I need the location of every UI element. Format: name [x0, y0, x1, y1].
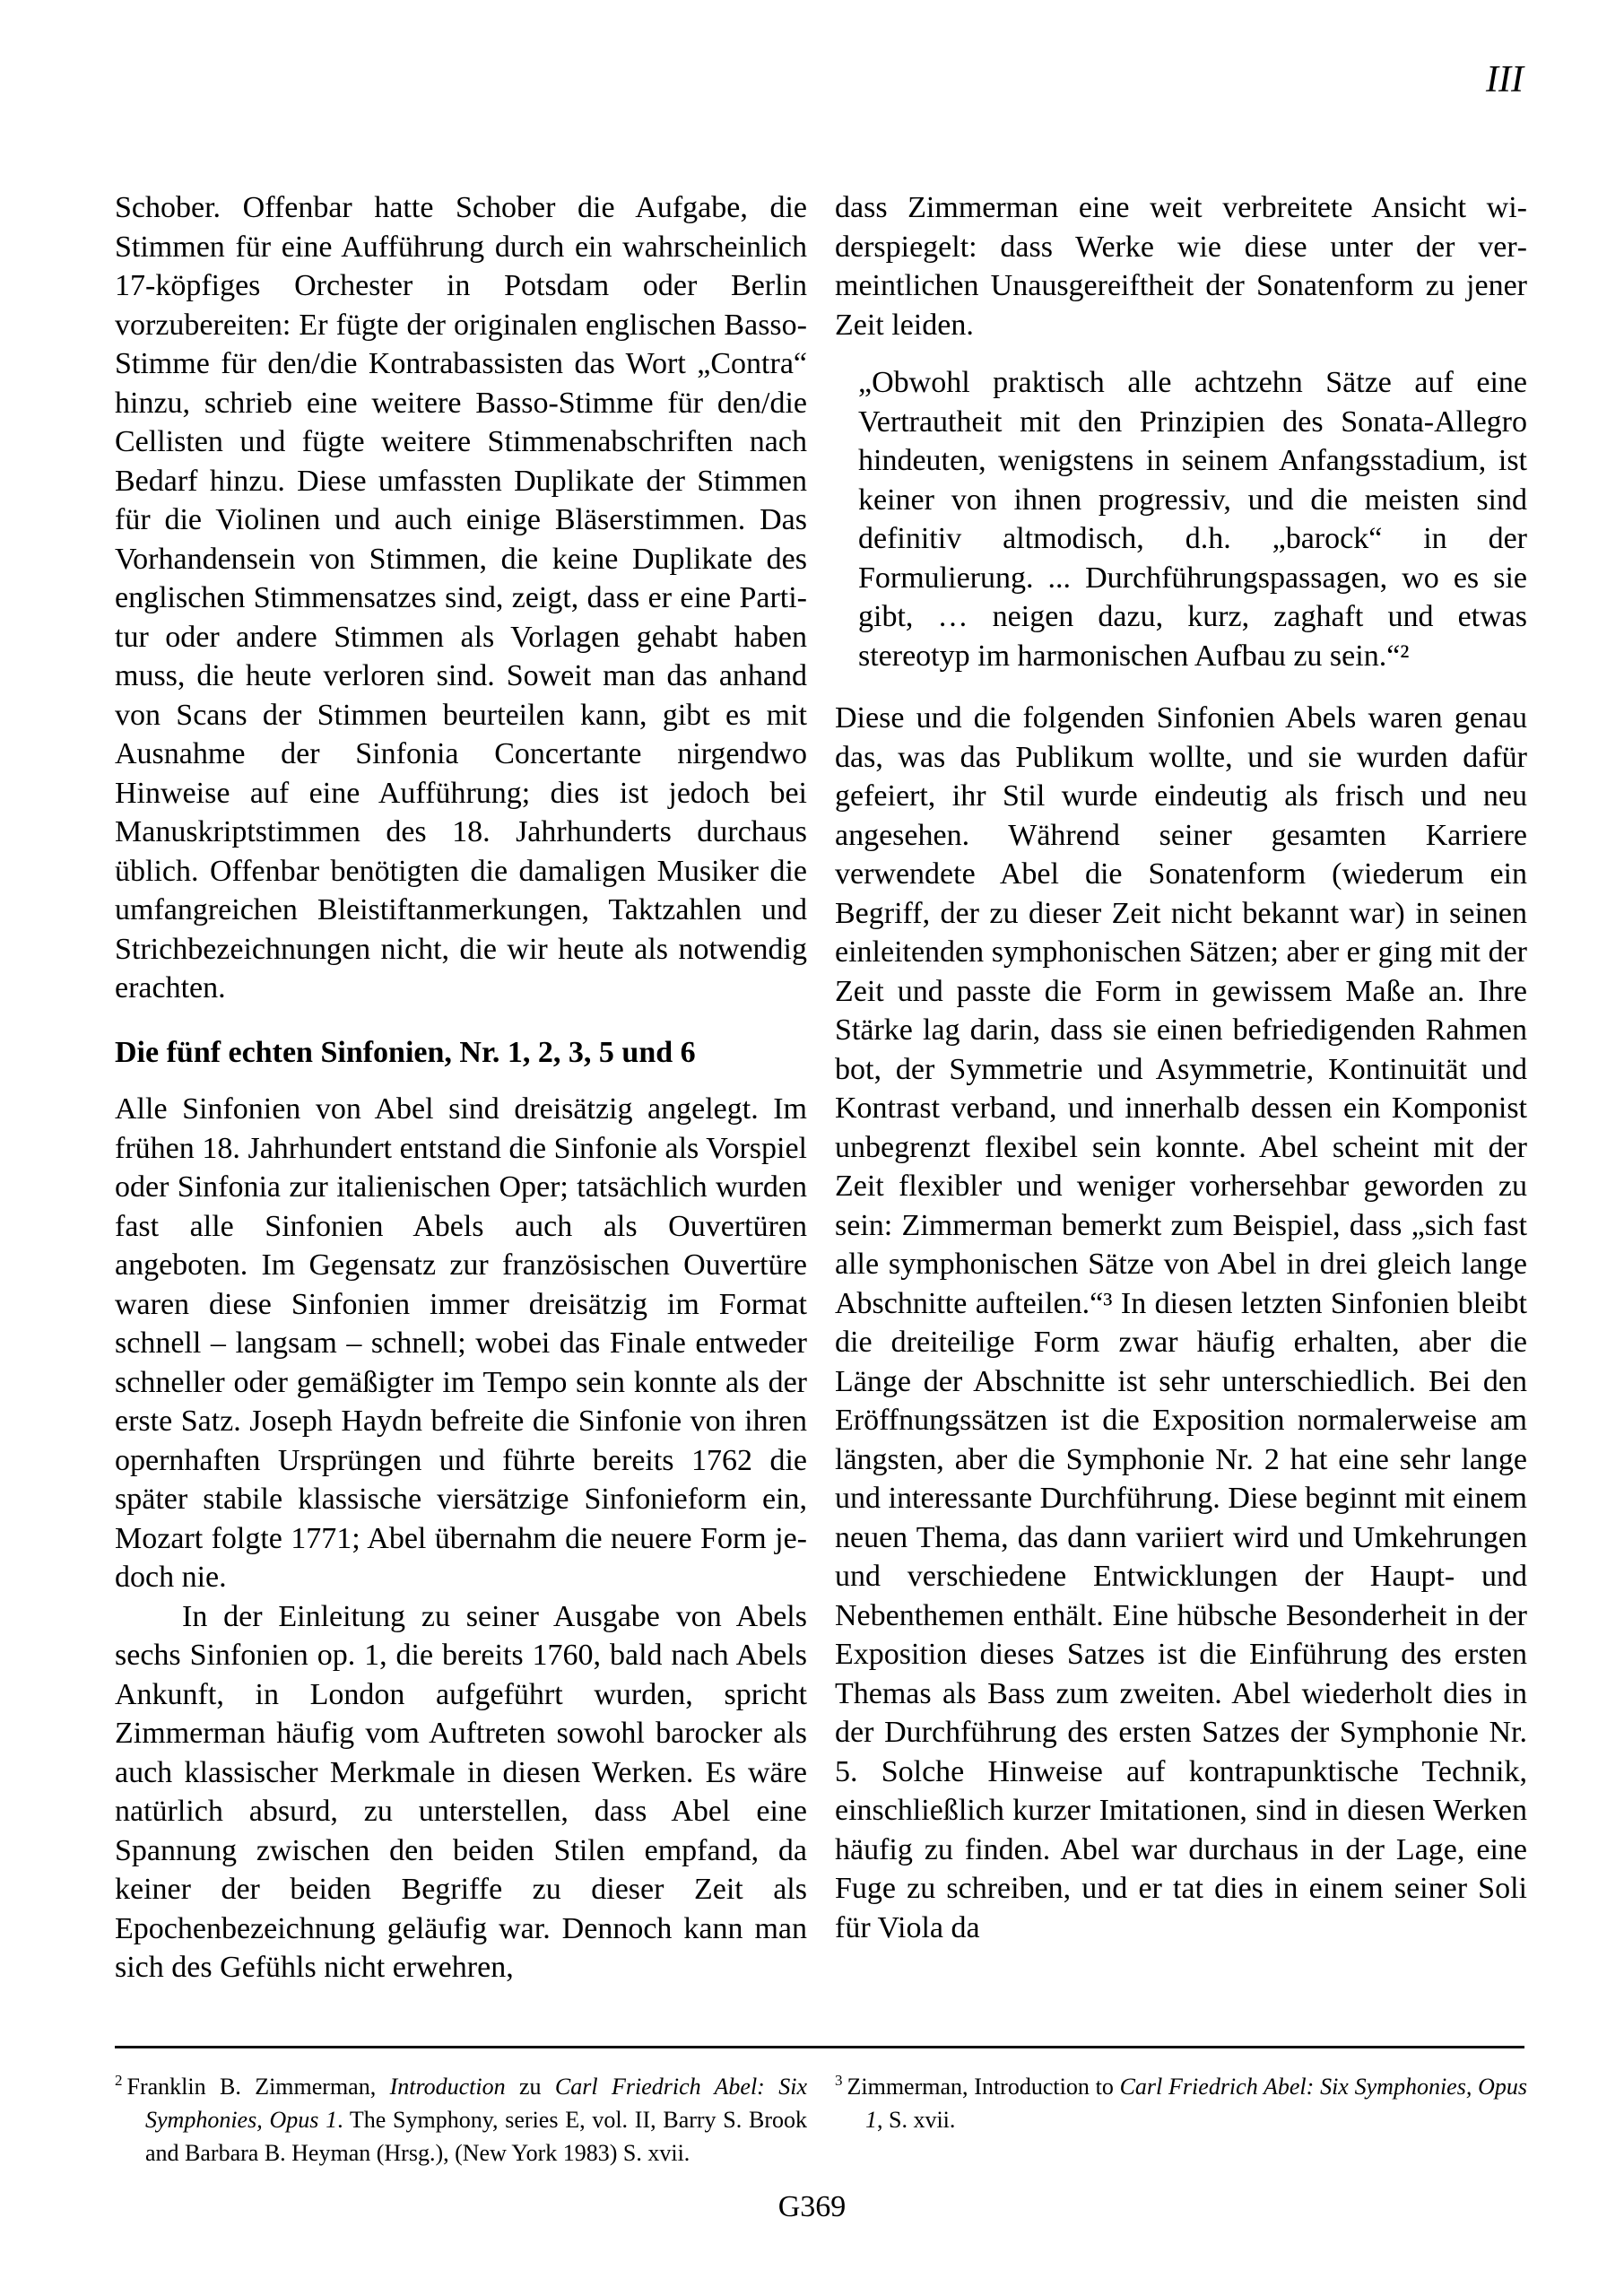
paragraph-schober: Schober. Offenbar hatte Schober die Aufgabe, die Stimmen für eine Aufführung durch ein wahrscheinlich 17-köpfiges Orchester in Potsdam oder Berlin vorzubereiten: Er fügte der originalen englischen Basso-Stimme für den/die Kontrabassisten das Wort „Contra“ hinzu, schrieb eine weitere Basso-Stimme für den/die Cellisten und fügte weitere Stimmenabschriften nach Bedarf hinzu. Diese umfassten Duplikate der Stimmen für die Violinen und auch einige Bläserstimmen. Das Vorhandensein von Stimmen, die keine Duplikate des englischen Stimmensatzes sind, zeigt, dass er eine Partitur oder andere Stimmen als Vorlagen gehabt haben muss, die heute verloren sind. Soweit man das anhand von Scans der Stimmen beurteilen kann, gibt es mit Ausnahme der Sinfonia Concertante nirgendwo Hinweise auf eine Aufführung; dies ist jedoch bei Manuskriptstimmen des 18. Jahrhunderts durchaus üblich. Offenbar benötigten die damaligen Musiker die umfangreichen Bleistiftanmerkungen, Taktzahlen und Strichbezeichnungen nicht, die wir heute als notwendig erachten.	[115, 191, 807, 1004]
footnote-3-work-title: Carl Friedrich Abel: Six Symphonies, Opus 1	[865, 2074, 1527, 2133]
paragraph-sinfonien: Alle Sinfonien von Abel sind dreisätzig angelegt. Im frühen 18. Jahrhundert entstand die Sinfonie als Vorspiel oder Sinfonia zur italienischen Oper; tatsächlich wurden fast alle Sinfonien Abels auch als Ouvertüren angeboten. Im Gegensatz zur französischen Ouvertüre waren diese Sinfonien immer dreisätzig im Format schnell – langsam – schnell; wobei das Finale entweder schneller oder gemäßigter im Tempo sein konnte als der erste Satz. Joseph Haydn befreite die Sinfonie von ihren opernhaften Ursprüngen und führte bereits 1762 die später stabile klassische viersätzige Sinfonieform ein, Mozart folgte 1771; Abel übernahm die neuere Form jedoch nie.	[115, 1092, 807, 1594]
section-heading: Die fünf echten Sinfonien, Nr. 1, 2, 3, 5 und 6	[115, 1035, 696, 1069]
footnote-2	[115, 2070, 807, 2170]
footnote-2-work-title: Carl Friedrich Abel: Six Symphonies, Opus 1	[145, 2074, 807, 2133]
column-right	[835, 188, 1527, 1987]
footnote-2-marker: 2	[115, 2072, 123, 2090]
footnotes	[115, 2070, 1527, 2170]
footnote-3-marker: 3	[835, 2072, 843, 2090]
footnote-2-text: Franklin B. Zimmerman,	[126, 2074, 390, 2100]
text-columns	[115, 188, 1527, 1987]
paragraph-diese-sinfonien: Diese und die folgenden Sinfonien Abels waren genau das, was das Publikum wollte, und sie wurden dafür gefeiert, ihr Stil wurde eindeutig als frisch und neu angesehen. Während seiner gesamten Karriere verwendete Abel die Sonatenform (wiederum ein Begriff, der zu dieser Zeit nicht bekannt war) in seinen einleitenden symphonischen Sätzen; aber er ging mit der Zeit und passte die Form in gewissem Maße an. Ihre Stärke lag darin, dass sie einen befriedigenden Rahmen bot, der Symmetrie und Asymmetrie, Kontinuität und Kontrast verband, und innerhalb dessen ein Komponist unbegrenzt flexibel sein konnte. Abel scheint mit der Zeit flexibler und weniger vorhersehbar geworden zu sein: Zimmerman bemerkt zum Beispiel, dass „sich fast alle symphonischen Sätze von Abel in drei gleich lange Abschnitte aufteilen.“³ In diesen letzten Sinfonien bleibt die dreiteilige Form zwar häufig erhalten, aber die Länge der Abschnitte ist sehr unterschiedlich. Bei den Eröffnungssätzen ist die Exposition normalerweise am längsten, aber die Symphonie Nr. 2 hat eine sehr lange und interessante Durchführung. Diese beginnt mit einem neuen Thema, das dann variiert wird und Umkehrungen und verschiedene Entwicklungen der Haupt- und Nebenthemen enthält. Eine hübsche Besonderheit in der Exposition dieses Satzes ist die Einführung des ersten Themas als Bass zum zweiten. Abel wiederholt dies in der Durchführung des ersten Satzes der Symphonie Nr. 5. Solche Hinweise auf kontrapunktische Technik, einschließlich kurzer Imitationen, sind in diesen Werken häufig zu finden. Abel war durchaus in der Lage, eine Fuge zu schreiben, und er tat dies in einem seiner Soli für Viola da	[835, 701, 1527, 1944]
footnote-3-text: Zimmerman, Introduction to	[847, 2074, 1120, 2100]
footnote-3	[835, 2070, 1527, 2170]
page-number: III	[1486, 59, 1524, 100]
paragraph-einleitung: In der Einleitung zu seiner Ausgabe von Abels sechs Sinfonien op. 1, die bereits 1760, bald nach Abels Ankunft, in London aufgeführt wurden, spricht Zimmerman häufig vom Auftreten sowohl barocker als auch klassischer Merkmale in diesen Werken. Es wäre natürlich absurd, zu unterstellen, dass Abel eine Spannung zwischen den beiden Stilen empfand, da keiner der beiden Begriffe zu dieser Zeit als Epochenbezeichnung geläufig war. Dennoch kann man sich des Gefühls nicht erwehren,	[115, 1599, 807, 1984]
footnote-separator	[115, 2046, 1524, 2048]
footnote-2-text: zu	[505, 2074, 555, 2100]
paragraph-zimmerman: dass Zimmerman eine weit verbreitete Ansicht widerspiegelt: dass Werke wie diese unter der vermeintlichen Unausgereiftheit der Sonatenform zu jener Zeit leiden.	[835, 191, 1527, 342]
footnote-2-title: Introduction	[389, 2074, 506, 2100]
plate-number: G369	[777, 2190, 847, 2223]
blockquote-zimmerman-zitat: „Obwohl praktisch alle achtzehn Sätze auf eine Vertrautheit mit den Prinzipien des Sonata-Allegro hindeuten, wenigstens in seinem Anfangsstadium, ist keiner von ihnen progressiv, und die meisten sind definitiv altmodisch, d.h. „barock“ in der Formulierung. ... Durchführungspassagen, wo es sie gibt, … neigen dazu, kurz, zaghaft und etwas stereotyp im harmonischen Aufbau zu sein.“²	[858, 366, 1527, 673]
footnote-2-text: . The Symphony, series E, vol. II, Barry S. Brook and Barbara B. Heyman (Hrsg.), (New York 1983) S. xvii.	[145, 2107, 808, 2166]
footnote-3-text: , S. xvii.	[877, 2107, 956, 2133]
column-left	[115, 188, 807, 1987]
